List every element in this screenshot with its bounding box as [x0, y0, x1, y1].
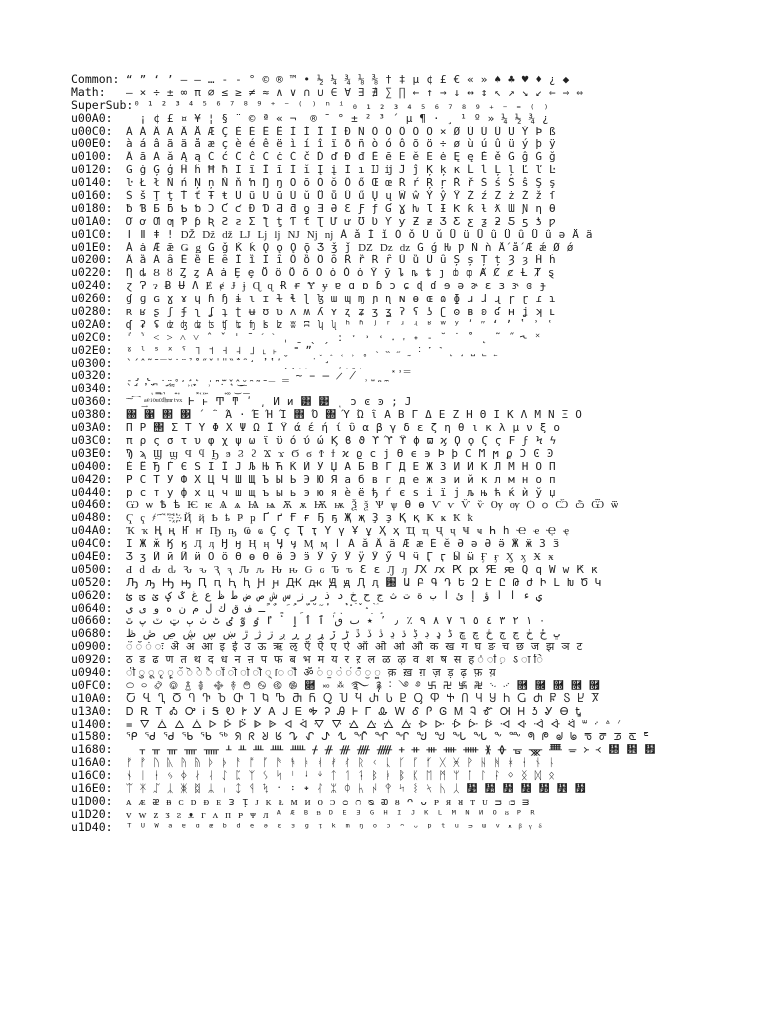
row-label: u0660: — [71, 614, 113, 628]
row-label: u0380: — [71, 408, 113, 422]
row-label: u0480: — [71, 511, 113, 525]
row-glyphs: Ơ ơ Ƣ ƣ Ƥ ƥ Ʀ Ƨ ƨ Ʃ ƪ ƫ Ƭ ƭ Ʈ Ư ư Ʊ Ʋ Ƴ ƴ Ƶ ƶ Ʒ Ƹ ƹ ƺ ƻ Ƽ ƽ ƾ ƿ — [126, 215, 556, 228]
row-label: u04E0: — [71, 549, 113, 563]
glyph-row — [71, 176, 761, 189]
row-glyphs: ̠ ̡ ̢ ̣ ̤ ̥ ̦ ̧ ̨ ̩ ̪ ̫ ̬ ̭ ̮ ̯ ̰ ̱ ̲ ̳ ̴ ̵ ̶ ̷ ̸ ̹ ̺ ̻ ̼ ̽ ̾ ̿ — [126, 370, 411, 383]
glyph-row — [71, 524, 761, 537]
row-glyphs: ـ ف ق ك ل م ن ه و ى ي ً ٌ ٍ َ ُ ِ ّ ْ ٓ ٔ ٕ ٖ ٗ ٘ ٙ ٚ ٛ ٜ ٝ ٞ ٟ — [126, 602, 385, 615]
glyph-row — [71, 228, 761, 241]
glyph-row — [71, 395, 761, 408]
row-glyphs: ठ ड ढ ण त थ द ध न ऩ प फ ब भ म य र ऱ ल ळ ऴ व श ष स ह ऺ ऻ ़ ऽ ा ि — [126, 654, 544, 666]
row-label: u16A0: — [71, 756, 113, 770]
row-glyphs: Ӡ ӡ Ӣ ӣ Ӥ ӥ Ӧ ӧ Ө ө Ӫ ӫ Ӭ ӭ Ӯ ӯ Ӱ ӱ Ӳ ӳ Ӵ ӵ Ӷ ӷ Ӹ ӹ Ӻ ӻ Ӽ ӽ Ӿ ӿ — [126, 550, 554, 563]
row-glyphs: ¡ ¢ £ ¤ ¥ ¦ § ¨ © ª « ¬ ® ¯ ° ± ² ³ ´ µ ¶ · ¸ ¹ º » ¼ ½ ¾ ¿ — [126, 112, 549, 125]
glyph-row — [71, 511, 761, 524]
row-glyphs: ᛀ ᛁ ᛂ ᛃ ᛄ ᛅ ᛆ ᛇ ᛈ ᛉ ᛊ ᛋ ᛌ ᛍ ᛎ ᛏ ᛐ ᛑ ᛒ ᛓ ᛔ ᛕ ᛖ ᛗ ᛘ ᛙ ᛚ ᛛ ᛜ ᛝ ᛞ ᛟ — [126, 770, 556, 782]
glyph-row — [71, 112, 761, 125]
row-glyphs: – × ÷ ± ∞ π ∅ ≤ ≥ ≠ ≈ ∧ ∨ ∩ ∪ ∈ ∀ ∃ ∄ ∑ ∏ ← ↑ → ↓ ↔ ↕ ↖ ↗ ↘ ↙ ⇐ ⇒ ⇔ — [126, 86, 584, 99]
row-label: u0140: — [71, 176, 113, 190]
row-glyphs: Ǡ ǡ Ǣ ǣ Ǥ ǥ Ǧ ǧ Ǩ ǩ Ǫ ǫ Ǭ ǭ Ǯ ǯ ǰ Ǳ ǲ ǳ Ǵ ǵ Ƕ Ƿ Ǹ ǹ Ǻ ǻ Ǽ ǽ Ǿ ǿ — [126, 241, 574, 254]
glyph-row — [71, 666, 761, 679]
glyph-row — [71, 576, 761, 589]
glyph-row — [71, 253, 761, 266]
row-glyphs: π ρ ς σ τ υ φ χ ψ ω ϊ ϋ ό ύ ώ Ϗ ϐ ϑ ϒ ϓ ϔ ϕ ϖ ϗ Ϙ ϙ Ϛ ϛ Ϝ ϝ Ϟ ϟ — [126, 434, 557, 447]
row-glyphs: Ԡ ԡ Ԣ ԣ Ԥ ԥ Ԧ ԧ Ԩ ԩ Ԫ ԫ Ԭ ԭ Ԯ ԯ ԰ Ա Բ Գ Դ Ե Զ Է Ը Թ Ժ Ի Լ Խ Ծ Կ — [126, 576, 602, 589]
row-label: u0300: — [71, 356, 113, 370]
row-label: u0180: — [71, 201, 113, 215]
row-glyphs: ऀ ँ ं ः ऄ अ आ इ ई उ ऊ ऋ ऌ ऍ ऎ ए ऐ ऑ ऒ ओ औ क ख ग घ ङ च छ ज झ ञ ट — [126, 641, 583, 654]
row-glyphs: ʀ ʁ ʂ ʃ ʄ ʅ ʆ ʇ ʈ ʉ ʊ ʋ ʌ ʍ ʎ ʏ ʐ ʑ ʒ ʓ ʔ ʕ ʖ ʗ ʘ ʙ ʚ ʛ ʜ ʝ ʞ ʟ — [126, 306, 556, 318]
row-label: u03C0: — [71, 433, 113, 447]
glyph-row — [71, 163, 761, 176]
glyph-row — [71, 602, 761, 615]
glyph-row — [71, 614, 761, 627]
glyph-row — [71, 743, 761, 756]
row-glyphs: ˠ ˡ ˢ ˣ ˤ ˥ ˦ ˧ ˨ ˩ ˪ ˫ ˬ ˭ ˮ ˯ ˰ ˱ ˲ ˳ ˴ ˵ ˶ ˷ ˸ ˹ ˺ ˻ ˼ ˽ ˾ ˿ — [126, 344, 498, 357]
row-label: u1400: — [71, 717, 113, 731]
row-glyphs: Ꭰ Ꭱ Ꭲ Ꭳ Ꭴ Ꭵ Ꭶ Ꭷ Ꭸ Ꭹ Ꭺ Ꭻ Ꭼ Ꭽ Ꭾ Ꭿ Ꮀ Ꮁ Ꮂ Ꮃ Ꮄ Ꮅ Ꮆ Ꮇ Ꮈ Ꮉ Ꮊ Ꮋ Ꮌ Ꮍ Ꮎ Ꮏ — [126, 705, 582, 718]
row-glyphs: ᴠ ᴡ ᴢ ᴣ ᴤ ᴥ ᴦ ᴧ ᴨ ᴩ ᴪ ᴫ ᴬ ᴭ ᴮ ᴯ ᴰ ᴱ ᴲ ᴳ ᴴ ᴵ ᴶ ᴷ ᴸ ᴹ ᴺ ᴻ ᴼ ᴽ ᴾ ᴿ — [126, 808, 537, 821]
glyph-chart — [71, 73, 761, 834]
row-label: u0680: — [71, 627, 113, 641]
glyph-row — [71, 150, 761, 163]
row-label: u0620: — [71, 588, 113, 602]
row-label: u00A0: — [71, 111, 113, 125]
glyph-row — [71, 421, 761, 434]
row-glyphs: Ϡ ϡ Ϣ ϣ Ϥ ϥ Ϧ ϧ Ϩ ϩ Ϫ ϫ Ϭ ϭ Ϯ ϯ ϰ ϱ ϲ ϳ ϴ ϵ ϶ Ϸ ϸ Ϲ Ϻ ϻ ϼ Ͻ Ͼ Ͽ — [126, 447, 554, 460]
row-glyphs: ̀ ́ ͂ ̓ ̈́ ͅ ͆ ͇ ͈ ͉ ͊ ͋ ͌ ͍ ͎ ͏ ͐ ͑ ͒ ͓ ͔ ͕ ͖ ͗ ͘ ͙ ͚ ͛ ͜ ͝ ͞ ͟ — [126, 383, 244, 396]
glyph-row — [71, 550, 761, 563]
row-glyphs: ̀ ́ ̂ ̃ ̄ ̅ ̆ ̇ ̈ ̉ ̊ ̋ ̌ ̍ ̎ ̏ ̐ ̑ ̒ ̓ ̔ ̕ ̖ ̗ ̘ ̙ ̚ ̛ ̜ ̝ ̞ ̟ — [126, 357, 358, 370]
row-label: SuperSub: — [71, 98, 134, 112]
row-label: u0640: — [71, 601, 113, 615]
row-label: u1D00: — [71, 794, 113, 808]
glyph-row — [71, 705, 761, 718]
row-label: u0440: — [71, 485, 113, 499]
row-label: u03E0: — [71, 446, 113, 460]
row-glyphs: ˀ ˁ ˂ ˃ ˄ ˅ ˆ ˇ ˈ ˉ ˊ ˋ ˌ ˍ ˎ ˏ ː ˑ ˒ ˓ ˔ ˕ ˖ ˗ ˘ ˙ ˚ ˛ ˜ ˝ ˞ ˟ — [126, 331, 540, 344]
row-label: u0280: — [71, 305, 113, 318]
row-label: u0320: — [71, 369, 113, 383]
glyph-row — [71, 808, 761, 821]
glyph-row — [71, 821, 761, 834]
glyph-row — [71, 99, 761, 112]
glyph-row — [71, 486, 761, 499]
glyph-row — [71, 692, 761, 705]
row-label: u0240: — [71, 279, 113, 293]
glyph-row — [71, 137, 761, 150]
row-label: u0360: — [71, 395, 113, 409]
row-glyphs: ΀ ΁ ΂ ΃ ΄ ΅ Ά · Έ Ή Ί ΋ Ό ΍ Ύ Ώ ΐ Α Β Γ Δ Ε Ζ Η Θ Ι Κ Λ Μ Ν Ξ Ο — [126, 409, 583, 422]
glyph-row — [71, 73, 761, 86]
row-label: u0100: — [71, 150, 113, 164]
row-label: u1D20: — [71, 807, 113, 821]
row-label: u01C0: — [71, 227, 113, 241]
row-label: u02C0: — [71, 330, 113, 344]
glyph-row — [71, 498, 761, 511]
glyph-row — [71, 215, 761, 228]
row-label: u0160: — [71, 189, 113, 202]
glyph-row — [71, 382, 761, 395]
glyph-row — [71, 331, 761, 344]
row-glyphs: Ѡ ѡ Ѣ ѣ Ѥ ѥ Ѧ ѧ Ѩ ѩ Ѫ ѫ Ѭ ѭ Ѯ ѯ Ѱ ѱ Ѳ ѳ Ѵ ѵ Ѷ ѷ Ѹ ѹ Ѻ ѻ Ѽ ѽ Ѿ ѿ — [126, 499, 619, 512]
glyph-row — [71, 563, 761, 576]
row-label: u0920: — [71, 653, 113, 666]
glyph-row — [71, 189, 761, 202]
row-label: u01A0: — [71, 214, 113, 228]
row-label: u0420: — [71, 472, 113, 486]
row-label: u0520: — [71, 575, 113, 589]
row-label: u1580: — [71, 730, 113, 744]
row-label: u01E0: — [71, 240, 113, 254]
row-glyphs: ᖀ ᖁ ᖂ ᖃ ᖄ ᖅ ᖆ ᖇ ᖈ ᖉ ᖊ ᖋ ᖌ ᖍ ᖎ ᖏ ᖐ ᖑ ᖒ ᖓ ᖔ ᖕ ᖖ ᖗ ᖘ ᖙ ᖚ ᖛ ᖜ ᖝ ᖞ ᖟ — [126, 731, 649, 744]
row-label: u10A0: — [71, 691, 113, 705]
row-label: u0220: — [71, 266, 113, 280]
row-label: u04C0: — [71, 537, 113, 550]
glyph-row — [71, 782, 761, 795]
row-glyphs: Š š Ţ ţ Ť ť Ŧ ŧ Ũ ũ Ū ū Ŭ ŭ Ů ů Ű ű Ų ų Ŵ ŵ Ŷ ŷ Ÿ Ź ź Ż ż Ž ž ſ — [126, 190, 556, 202]
glyph-row — [71, 369, 761, 382]
glyph-row — [71, 408, 761, 421]
row-glyphs: ⁰ ¹ ² ³ ⁴ ⁵ ⁶ ⁷ ⁸ ⁹ ⁺ ⁻ ⁽ ⁾ ⁿ ⁱ ₀ ₁ ₂ ₃ ₄ ₅ ₆ ₇ ₈ ₉ ₊ ₋ ₌ ₍ ₎ — [133, 99, 550, 112]
glyph-row — [71, 795, 761, 808]
glyph-row — [71, 292, 761, 305]
row-glyphs: р с т у ф х ц ч ш щ ъ ы ь э ю я ѐ ё ђ ѓ є ѕ і ї ј љ њ ћ ќ ѝ ў џ — [126, 486, 556, 499]
row-label: u0260: — [71, 292, 113, 306]
row-label: u1D40: — [71, 820, 113, 834]
row-label: Common: — [71, 73, 120, 86]
row-label: u16E0: — [71, 781, 113, 795]
row-glyphs: à á â ã ä å æ ç è é ê ë ì í î ï ð ñ ò ó ô õ ö ÷ ø ù ú û ü ý þ ÿ — [126, 138, 556, 151]
row-glyphs: ᴀ ᴁ ᴂ ᴃ ᴄ ᴅ ᴆ ᴇ ᴈ ᴉ ᴊ ᴋ ᴌ ᴍ ᴎ ᴏ ᴐ ᴑ ᴒ ᴓ ᴔ ᴕ ᴖ ᴗ ᴘ ᴙ ᴚ ᴛ ᴜ ᴝ ᴞ ᴟ — [126, 795, 530, 808]
row-label: u0460: — [71, 498, 113, 512]
row-glyphs: ǀ ǁ ǂ ǃ Ǆ ǅ ǆ Ǉ ǈ ǉ Ǌ ǋ ǌ Ǎ ǎ Ǐ ǐ Ǒ ǒ Ǔ ǔ Ǖ ǖ Ǘ ǘ Ǚ ǚ Ǜ ǜ ǝ Ǟ ǟ — [126, 228, 593, 241]
row-glyphs: ƀ Ɓ Ƃ ƃ Ƅ ƅ Ɔ Ƈ ƈ Ɖ Ɗ Ƌ ƌ ƍ Ǝ Ə Ɛ Ƒ ƒ Ɠ Ɣ ƕ Ɩ Ɨ Ƙ ƙ ƚ ƛ Ɯ Ɲ ƞ Ɵ — [126, 202, 556, 215]
row-glyphs: Ѐ Ё Ђ Ѓ Є Ѕ І Ї Ј Љ Њ Ћ Ќ Ѝ Ў Џ А Б В Г Д Е Ж З И Й К Л М Н О П — [126, 460, 556, 473]
row-glyphs: Ġ ġ Ģ ģ Ĥ ĥ Ħ ħ Ĩ ĩ Ī ī Ĭ ĭ Į į İ ı Ĳ ĳ Ĵ ĵ Ķ ķ ĸ Ĺ ĺ Ļ ļ Ľ ľ Ŀ — [126, 164, 556, 177]
row-glyphs: ࿀ ࿁ ࿂ ࿃ ࿄ ࿅ ࿆ ࿇ ࿈ ࿉ ࿊ ࿋ ࿌ ࿍ ࿎ ࿏ ࿐ ࿑ ࿒ ࿓ ࿔ ࿕ ࿖ ࿗ ࿘ ࿙ ࿚ ࿛ ࿜ ࿝ ࿞ ࿟ — [126, 679, 601, 692]
glyph-row — [71, 718, 761, 731]
glyph-row — [71, 473, 761, 486]
glyph-row — [71, 769, 761, 782]
row-glyphs: Π Ρ ΢ Σ Τ Υ Φ Χ Ψ Ω Ϊ Ϋ ά έ ή ί ΰ α β γ δ ε ζ η θ ι κ λ μ ν ξ ο — [126, 422, 561, 434]
row-glyphs: ͠ ͡ ͢ ͣ ͤ ͥ ͦ ͧ ͨ ͩ ͪ ͫ ͬ ͭ ͮ ͯ Ͱ ͱ Ͳ ͳ ʹ ͵ Ͷ ͷ ͸ ͹ ͺ ͻ ͼ ͽ ; Ϳ — [126, 396, 412, 409]
glyph-row — [71, 86, 761, 99]
row-glyphs: ᚠ ᚡ ᚢ ᚣ ᚤ ᚥ ᚦ ᚧ ᚨ ᚩ ᚪ ᚫ ᚬ ᚭ ᚮ ᚯ ᚰ ᚱ ᚲ ᚳ ᚴ ᚵ ᚶ ᚷ ᚸ ᚹ ᚺ ᚻ ᚼ ᚽ ᚾ ᚿ — [126, 757, 556, 770]
glyph-row — [71, 640, 761, 653]
row-label: u04A0: — [71, 524, 113, 538]
glyph-row — [71, 537, 761, 550]
glyph-row — [71, 653, 761, 666]
row-glyphs: Ā ā Ă ă Ą ą Ć ć Ĉ ĉ Ċ ċ Č č Ď ď Đ đ Ē ē Ĕ ĕ Ė ė Ę ę Ě ě Ĝ ĝ Ğ ğ — [126, 151, 556, 164]
row-glyphs: ɠ ɡ ɢ ɣ ɤ ɥ ɦ ɧ ɨ ɩ ɪ ɫ ɬ ɭ ɮ ɯ ɰ ɱ ɲ ɳ ɴ ɵ ɶ ɷ ɸ ɹ ɺ ɻ ɼ ɽ ɾ ɿ — [126, 293, 556, 306]
glyph-row — [71, 679, 761, 692]
glyph-row — [71, 756, 761, 769]
glyph-row — [71, 434, 761, 447]
row-label: u02E0: — [71, 343, 113, 357]
glyph-row — [71, 357, 761, 370]
row-glyphs: ᐀ ᐁ ᐂ ᐃ ᐄ ᐅ ᐆ ᐇ ᐈ ᐉ ᐊ ᐋ ᐌ ᐍ ᐎ ᐏ ᐐ ᐑ ᐒ ᐓ ᐔ ᐕ ᐖ ᐗ ᐘ ᐙ ᐚ ᐛ ᐜ ᐝ ᐞ ᐟ — [126, 718, 622, 731]
row-glyphs: Ҁ ҁ ҂ ҃ ҄ ҅ ҆ ҇ ҈ ҉ Ҋ ҋ Ҍ ҍ Ҏ ҏ Ґ ґ Ғ ғ Ҕ ҕ Җ җ Ҙ ҙ Қ қ Ҝ ҝ Ҟ ҟ — [126, 512, 474, 525]
glyph-row — [71, 279, 761, 292]
row-glyphs: ڀ ځ ڂ ڃ ڄ څ چ ڇ ڈ ډ ڊ ڋ ڌ ڍ ڎ ڏ ڐ ڑ ڒ ړ ڔ ڕ ږ ڗ ژ ڙ ښ ڛ ڜ ڝ ڞ ڟ — [126, 628, 560, 641]
row-glyphs: Р С Т У Ф Х Ц Ч Ш Щ Ъ Ы Ь Э Ю Я а б в г д е ж з и й к л м н о п — [126, 473, 556, 486]
row-label: u0900: — [71, 640, 113, 654]
row-glyphs: Ҡ ҡ Ң ң Ҥ ҥ Ҧ ҧ Ҩ ҩ Ҫ ҫ Ҭ ҭ Ү ү Ұ ұ Ҳ ҳ Ҵ ҵ Ҷ ҷ Ҹ ҹ Һ һ Ҽ ҽ Ҿ ҿ — [126, 525, 570, 538]
row-label: u0120: — [71, 163, 113, 177]
row-label: u0400: — [71, 459, 113, 473]
row-label: u0940: — [71, 665, 113, 679]
row-glyphs: ी ु ू ृ ॄ ॅ ॆ े ै ॉ ॊ ो ौ ् ॎ ॏ ॐ ॑ ॒ ॓ ॔ ॕ ॖ ॗ क़ ख़ ग़ ज़ ड़ ढ़ फ़ य़ — [126, 666, 496, 679]
row-glyphs: Ȁ ȁ Ȃ ȃ Ȅ ȅ Ȇ ȇ Ȉ ȉ Ȋ ȋ Ȍ ȍ Ȏ ȏ Ȑ ȑ Ȓ ȓ Ȕ ȕ Ȗ ȗ Ș ș Ț ț Ȝ ȝ Ȟ ȟ — [126, 254, 556, 267]
row-glyphs: Ⴀ Ⴁ Ⴂ Ⴃ Ⴄ Ⴅ Ⴆ Ⴇ Ⴈ Ⴉ Ⴊ Ⴋ Ⴌ Ⴍ Ⴎ Ⴏ Ⴐ Ⴑ Ⴒ Ⴓ Ⴔ Ⴕ Ⴖ Ⴗ Ⴘ Ⴙ Ⴚ Ⴛ Ⴜ Ⴝ Ⴞ Ⴟ — [126, 692, 600, 705]
glyph-row — [71, 318, 761, 331]
row-label: u00E0: — [71, 137, 113, 151]
glyph-row — [71, 241, 761, 254]
row-glyphs: ŀ Ł ł Ń ń Ņ ņ Ň ň ŉ Ŋ ŋ Ō ō Ŏ ŏ Ő ő Œ œ Ŕ ŕ Ŗ ŗ Ř ř Ś ś Ŝ ŝ Ş ş — [126, 177, 556, 190]
row-glyphs: ᚁ ᚂ ᚃ ᚄ ᚅ ᚆ ᚇ ᚈ ᚉ ᚊ ᚋ ᚌ ᚍ ᚎ ᚏ ᚐ ᚑ ᚒ ᚓ ᚔ ᚕ ᚖ ᚗ ᚘ ᚙ ᚚ ᚛ ᚜ ᚝ ᚞ ᚟ — [126, 744, 656, 757]
row-glyphs: Ƞ ȡ Ȣ ȣ Ȥ ȥ Ȧ ȧ Ȩ ȩ Ȫ ȫ Ȭ ȭ Ȯ ȯ Ȱ ȱ Ȳ ȳ ȴ ȵ ȶ ȷ ȸ ȹ Ⱥ Ȼ ȼ Ƚ Ⱦ ȿ — [126, 267, 555, 280]
glyph-row — [71, 344, 761, 357]
row-label: u0340: — [71, 382, 113, 396]
glyph-row — [71, 460, 761, 473]
glyph-row — [71, 447, 761, 460]
row-label: u13A0: — [71, 704, 113, 718]
row-glyphs: ᛠ ᛡ ᛢ ᛣ ᛤ ᛥ ᛦ ᛧ ᛨ ᛩ ᛪ ᛫ ᛬ ᛭ ᛮ ᛯ ᛰ ᛱ ᛲ ᛳ ᛴ ᛵ ᛶ ᛷ ᛸ ᛹ ᛺ ᛻ ᛼ ᛽ ᛾ ᛿ — [126, 782, 586, 795]
glyph-row — [71, 589, 761, 602]
row-glyphs: ɀ Ɂ ɂ Ƀ Ʉ Ʌ Ɇ ɇ Ɉ ɉ Ɋ ɋ Ɍ ɍ Ɏ ɏ ɐ ɑ ɒ ɓ ɔ ɕ ɖ ɗ ɘ ə ɚ ɛ ɜ ɝ ɞ ɟ — [126, 280, 547, 293]
row-label: u00C0: — [71, 124, 113, 138]
glyph-row — [71, 730, 761, 743]
row-label: u0200: — [71, 253, 113, 267]
row-glyphs: ᵀ ᵁ ᵂ ᵃ ᵄ ᵅ ᵆ ᵇ ᵈ ᵉ ᵊ ᵋ ᵌ ᵍ ᵎ ᵏ ᵐ ᵑ ᵒ ᵓ ᵔ ᵕ ᵖ ᵗ ᵘ ᵙ ᵚ ᵛ ᵜ ᵝ ᵞ ᵟ — [126, 821, 542, 834]
glyph-row — [71, 202, 761, 215]
row-glyphs: À Á Â Ã Ä Å Æ Ç È É Ê Ë Ì Í Î Ï Ð Ñ Ò Ó Ô Õ Ö × Ø Ù Ú Û Ü Ý Þ ß — [126, 125, 556, 138]
row-label: u1680: — [71, 743, 113, 757]
row-label: u02A0: — [71, 317, 113, 331]
row-glyphs: ٠ ١ ٢ ٣ ٤ ٥ ٦ ٧ ٨ ٩ ٪ ٫ ٬ ٭ ٮ ٯ ٰ ٱ ٲ ٳ ٴ ٵ ٶ ٷ ٸ ٹ ٺ ٻ ټ ٽ پ ٿ — [126, 615, 546, 628]
row-glyphs: “ ” ‘ ’ – — … - - ° © ® ™ • ½ ¼ ¾ ⅛ ⅜ † ‡ µ ¢ £ € « » ♠ ♣ ♥ ♦ ¿ ◆ — [126, 74, 570, 86]
row-glyphs: ؠ ء آ أ ؤ إ ئ ا ب ة ت ث ج ح خ د ذ ر ز س ش ص ض ط ظ ع غ ػ ؼ ؽ ؾ ؿ — [126, 589, 543, 602]
glyph-row — [71, 266, 761, 279]
row-label: Math: — [71, 85, 106, 99]
row-glyphs: Ӏ Ӂ ӂ Ӄ ӄ Ӆ ӆ Ӈ ӈ Ӊ ӊ Ӌ ӌ Ӎ ӎ ӏ Ӑ ӑ Ӓ ӓ Ӕ ӕ Ӗ ӗ Ә ә Ӛ ӛ Ӝ ӝ Ӟ ӟ — [126, 538, 560, 550]
row-label: u0500: — [71, 562, 113, 576]
glyph-row — [71, 627, 761, 640]
row-glyphs: ʠ ʡ ʢ ʣ ʤ ʥ ʦ ʧ ʨ ʩ ʪ ʫ ʬ ʭ ʮ ʯ ʰ ʱ ʲ ʳ ʴ ʵ ʶ ʷ ʸ ʹ ʺ ʻ ʼ ʽ ʾ ʿ — [126, 318, 554, 331]
glyph-row — [71, 125, 761, 138]
row-label: u16C0: — [71, 769, 113, 782]
row-glyphs: Ԁ ԁ Ԃ ԃ Ԅ ԅ Ԇ ԇ Ԉ ԉ Ԋ ԋ Ԍ ԍ Ԏ ԏ Ԑ ԑ Ԓ ԓ Ԕ ԕ Ԗ ԗ Ԙ ԙ Ԛ ԛ Ԝ ԝ Ԟ ԟ — [126, 563, 598, 576]
row-label: u0FC0: — [71, 678, 113, 692]
row-label: u03A0: — [71, 421, 113, 434]
glyph-row — [71, 305, 761, 318]
